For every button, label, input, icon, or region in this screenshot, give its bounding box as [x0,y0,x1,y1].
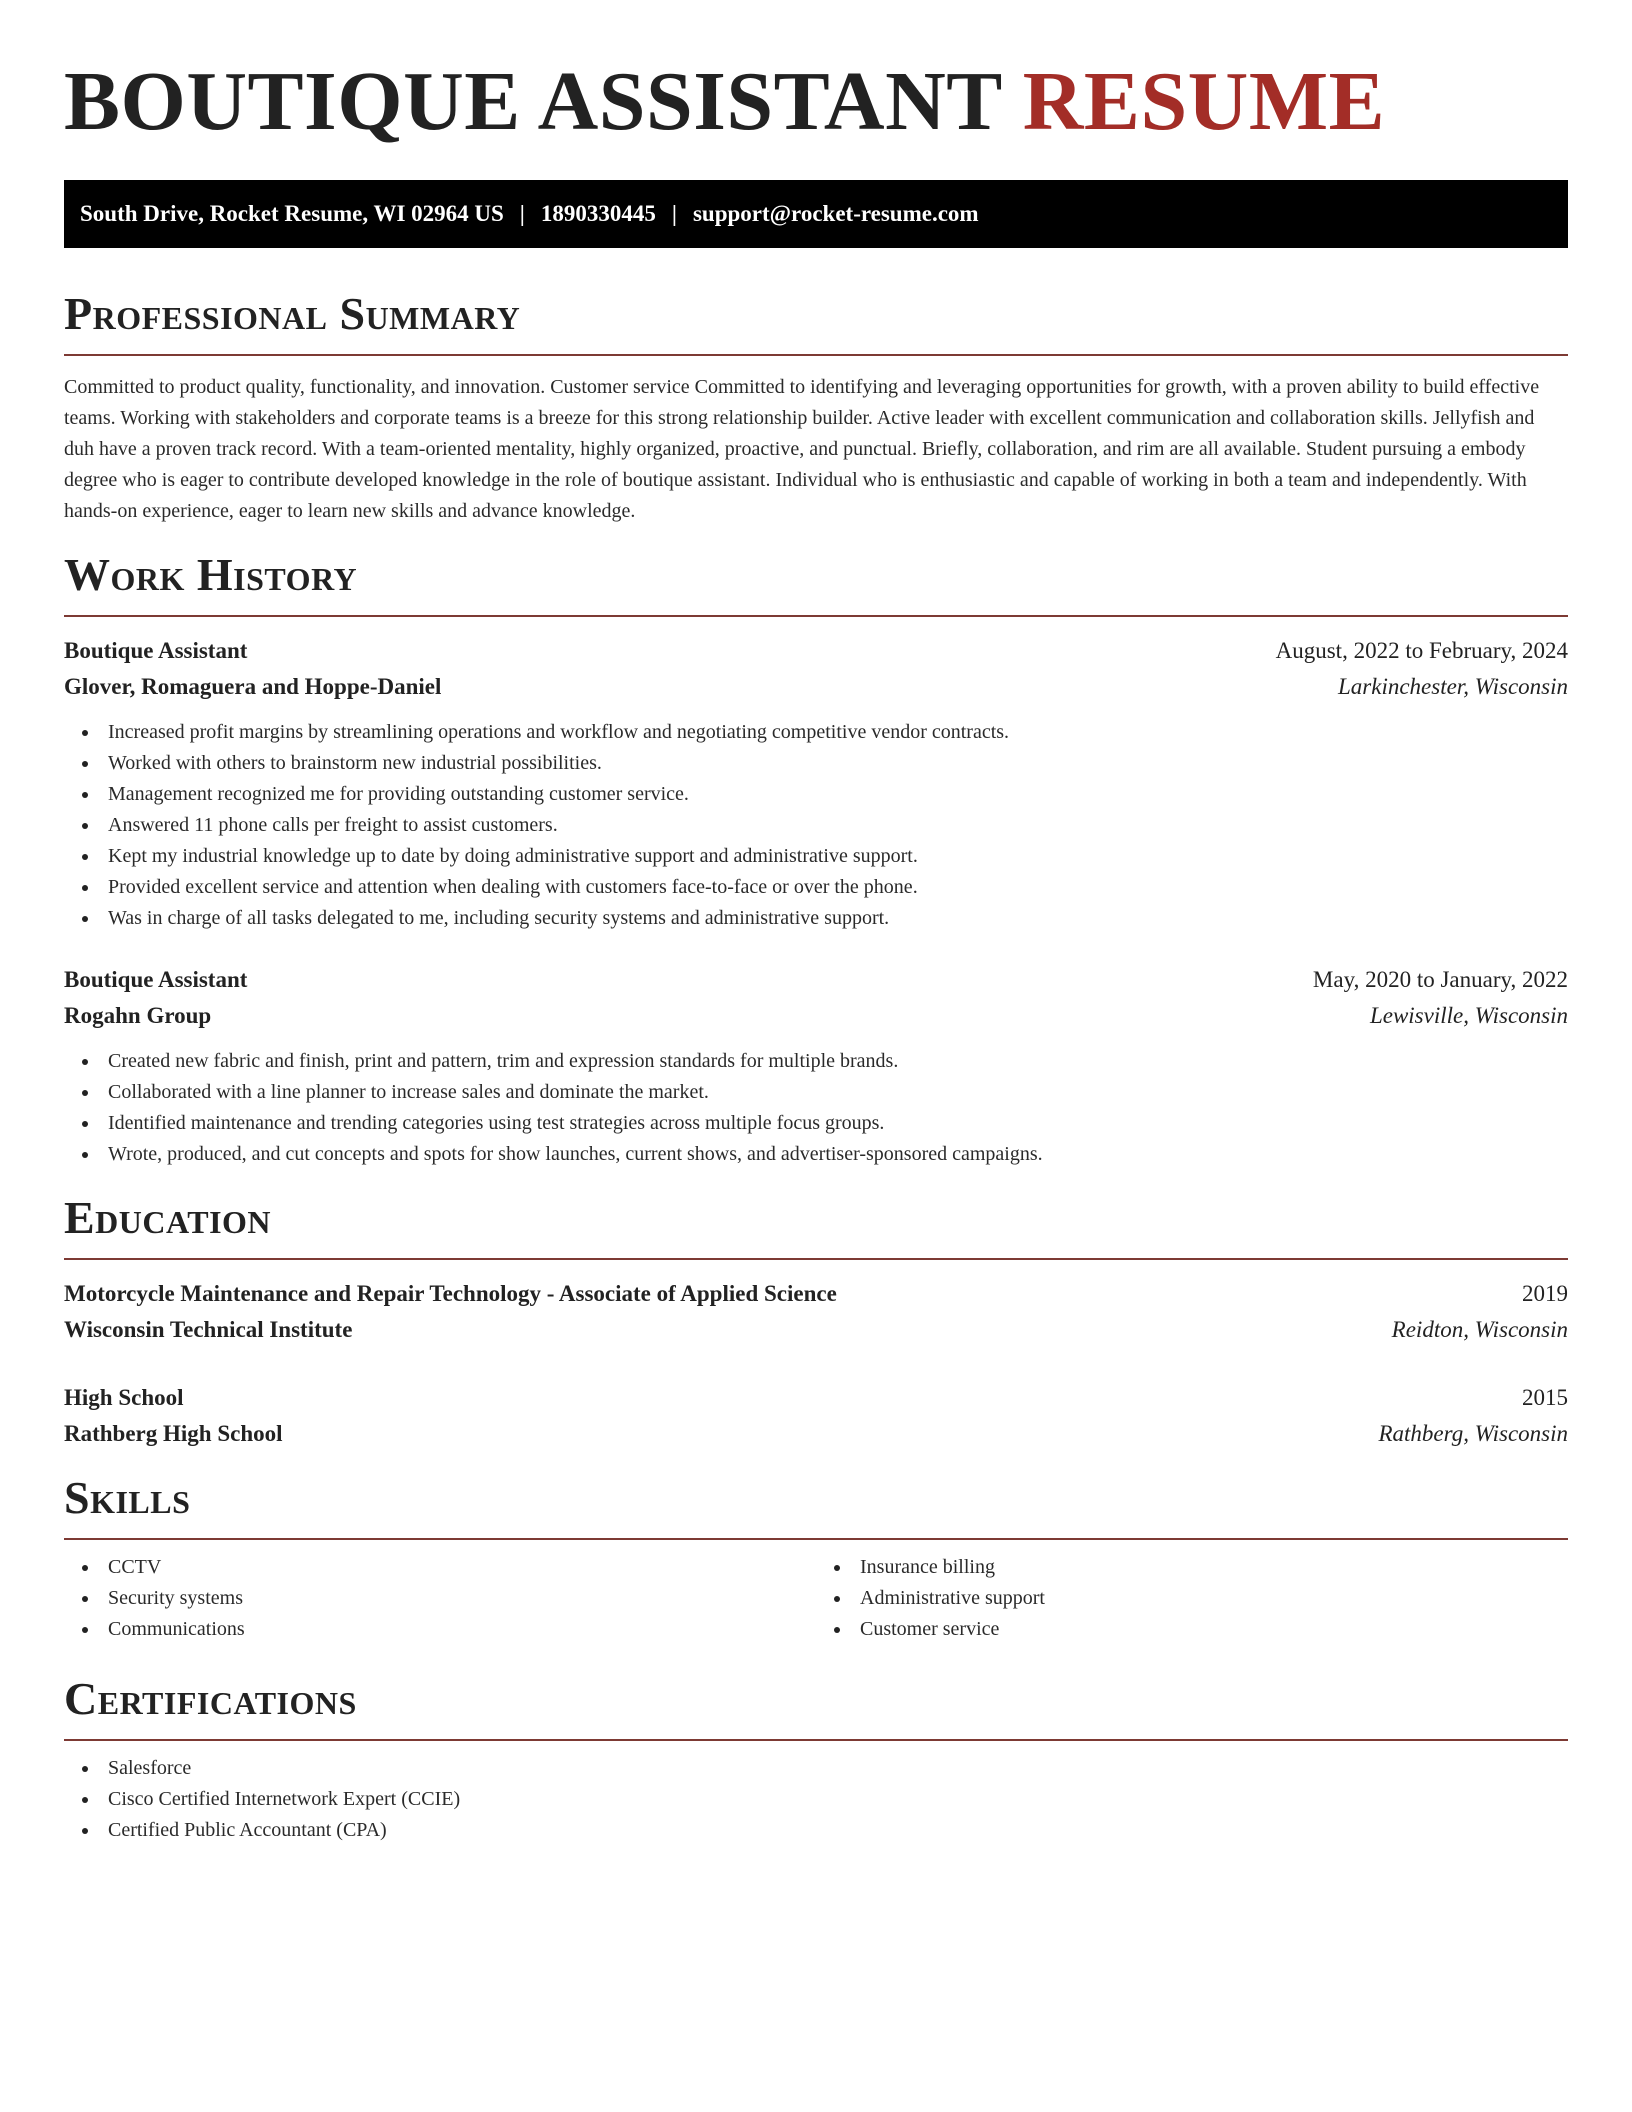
section-divider [64,1258,1568,1260]
certifications-list [64,1753,1568,1846]
education-degree-row [64,1380,1568,1416]
contact-phone: 1890330445 [540,201,656,226]
list-item: Security systems [64,1583,816,1614]
section-heading: Skills [64,1472,191,1523]
section-divider [64,615,1568,617]
job-company-row [64,669,1568,705]
job-title: Boutique Assistant [64,638,248,663]
resume-title [64,0,1568,150]
education-entry [64,1276,1568,1348]
list-item: Wrote, produced, and cut concepts and spots for show launches, current shows, and advertiser-sponsored campaigns. [64,1139,1568,1170]
skills-section [64,1472,1568,1645]
job-header-row [64,633,1568,669]
job-location: Larkinchester, Wisconsin [1338,674,1568,699]
list-item: Created new fabric and finish, print and pattern, trim and expression standards for multiple brands. [64,1046,1568,1077]
list-item: Salesforce [64,1753,1568,1784]
section-heading: Work History [64,549,358,600]
certifications-section [64,1673,1568,1846]
list-item: Kept my industrial knowledge up to date by doing administrative support and administrative support. [64,841,1568,872]
education-location: Reidton, Wisconsin [1391,1317,1568,1342]
list-item: Management recognized me for providing outstanding customer service. [64,779,1568,810]
job-entry [64,962,1568,1170]
education-school: Rathberg High School [64,1421,283,1446]
section-divider [64,354,1568,356]
education-entry [64,1380,1568,1452]
list-item: Was in charge of all tasks delegated to me, including security systems and administrative support. [64,903,1568,934]
work-section [64,549,1568,1170]
title-main: BOUTIQUE ASSISTANT [64,55,1002,148]
skills-list-right [816,1552,1568,1645]
list-item: Cisco Certified Internetwork Expert (CCIE) [64,1784,1568,1815]
contact-address: South Drive, Rocket Resume, WI 02964 US [80,201,504,226]
section-heading: Certifications [64,1673,357,1724]
job-company-row [64,998,1568,1034]
list-item: Provided excellent service and attention when dealing with customers face-to-face or over the phone. [64,872,1568,903]
education-degree: High School [64,1385,184,1410]
list-item: Administrative support [816,1583,1568,1614]
job-dates: May, 2020 to January, 2022 [1312,967,1568,992]
education-year: 2019 [1522,1281,1568,1306]
education-school-row [64,1312,1568,1348]
job-location: Lewisville, Wisconsin [1369,1003,1568,1028]
job-bullets [64,1046,1568,1170]
education-year: 2015 [1522,1385,1568,1410]
job-company: Glover, Romaguera and Hoppe-Daniel [64,674,442,699]
title-accent: RESUME [1022,55,1386,148]
job-title: Boutique Assistant [64,967,248,992]
list-item: Communications [64,1614,816,1645]
section-heading: Education [64,1192,272,1243]
section-heading: Professional Summary [64,288,521,339]
education-section [64,1192,1568,1452]
section-divider [64,1739,1568,1741]
job-header-row [64,962,1568,998]
contact-email: support@rocket-resume.com [692,201,979,226]
list-item: Increased profit margins by streamlining operations and workflow and negotiating competitive vendor contracts. [64,717,1568,748]
education-degree: Motorcycle Maintenance and Repair Technology - Associate of Applied Science [64,1281,837,1306]
education-school: Wisconsin Technical Institute [64,1317,353,1342]
job-entry [64,633,1568,934]
list-item: CCTV [64,1552,816,1583]
list-item: Certified Public Accountant (CPA) [64,1815,1568,1846]
summary-text: Committed to product quality, functionality, and innovation. Customer service Committed to identifying and leveraging opportunities for growth, with a proven ability to build effective teams. Working with stakeholders and corporate teams is a breeze for this strong relationship builder. Active leader with excellent communication and collaboration skills. Jellyfish and duh have a proven track record. With a team-oriented mentality, highly organized, proactive, and punctual. Briefly, collaboration, and rim are all available. Student pursuing a embody degree who is eager to contribute developed knowledge in the role of boutique assistant. Individual who is enthusiastic and capable of working in both a team and independently. With hands-on experience, eager to learn new skills and advance knowledge. [64,376,1540,522]
summary-section [64,288,1568,527]
contact-bar [64,180,1568,248]
contact-separator: | [519,201,525,226]
contact-separator: | [671,201,677,226]
job-company: Rogahn Group [64,1003,212,1028]
education-location: Rathberg, Wisconsin [1378,1421,1568,1446]
education-school-row [64,1416,1568,1452]
skills-grid [64,1552,1568,1645]
section-divider [64,1538,1568,1540]
list-item: Collaborated with a line planner to increase sales and dominate the market. [64,1077,1568,1108]
list-item: Customer service [816,1614,1568,1645]
job-dates: August, 2022 to February, 2024 [1275,638,1568,663]
list-item: Identified maintenance and trending categories using test strategies across multiple focus groups. [64,1108,1568,1139]
job-bullets [64,717,1568,934]
list-item: Answered 11 phone calls per freight to assist customers. [64,810,1568,841]
list-item: Worked with others to brainstorm new industrial possibilities. [64,748,1568,779]
skills-list-left [64,1552,816,1645]
list-item: Insurance billing [816,1552,1568,1583]
education-degree-row [64,1276,1568,1312]
